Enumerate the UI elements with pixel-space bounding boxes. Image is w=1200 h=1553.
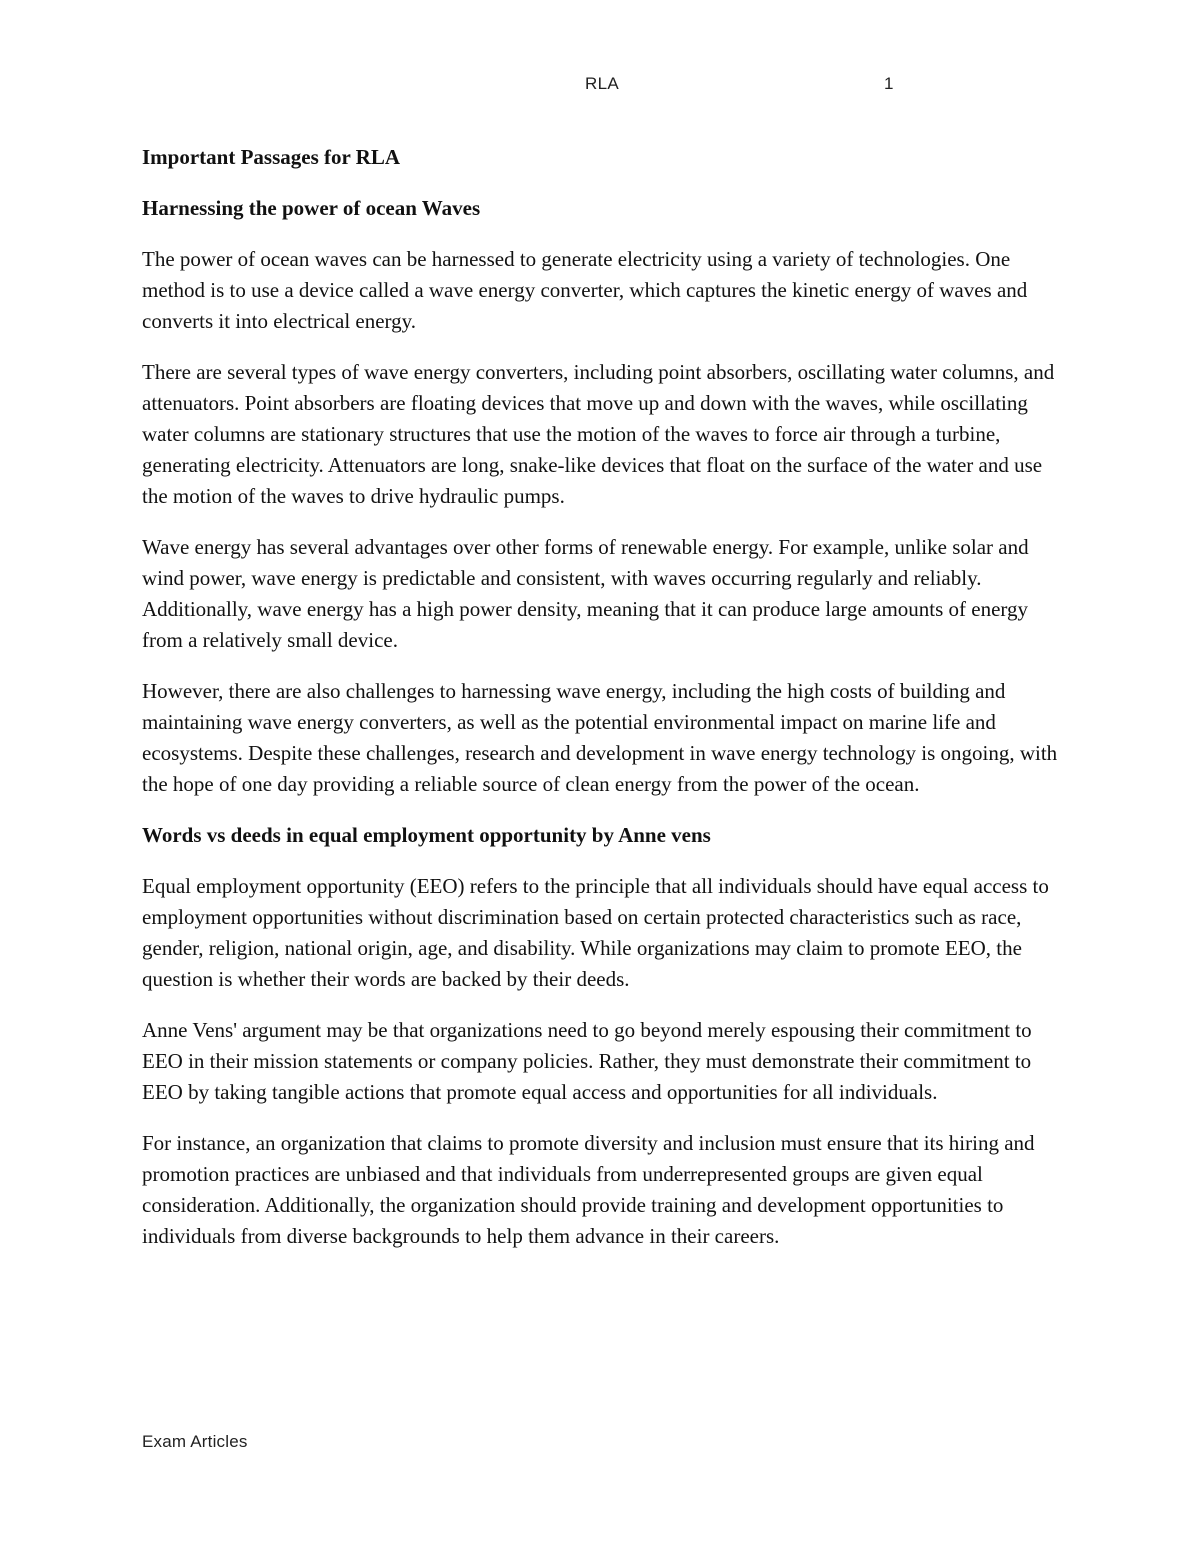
paragraph: Equal employment opportunity (EEO) refers to the principle that all individuals should have equal access to employment opportunities without discrimination based on certain protected characteristics such as race, gender, religion, national origin, age, and disability. While organizations may claim to promote EEO, the question is whether their words are backed by their deeds. [142, 874, 1049, 991]
paragraph: There are several types of wave energy converters, including point absorbers, oscillating water columns, and attenuators. Point absorbers are floating devices that move up and down with the waves, while oscillating water columns are stationary structures that use the motion of the waves to force air through a turbine, generating electricity. Attenuators are long, snake-like devices that float on the surface of the water and use the motion of the waves to drive hydraulic pumps. [142, 360, 1055, 508]
paragraph: However, there are also challenges to harnessing wave energy, including the high costs of building and maintaining wave energy converters, as well as the potential environmental impact on marine life and ecosystems. Despite these challenges, research and development in wave energy technology is ongoing, with the hope of one day providing a reliable source of clean energy from the power of the ocean. [142, 679, 1058, 796]
document-body [142, 142, 1062, 1272]
paragraph: The power of ocean waves can be harnessed to generate electricity using a variety of technologies. One method is to use a device called a wave energy converter, which captures the kinetic energy of waves and converts it into electrical energy. [142, 247, 1028, 333]
page-number: 1 [884, 74, 894, 93]
header-title: RLA [585, 74, 619, 93]
document-title: Important Passages for RLA [142, 145, 401, 169]
section-heading-ocean-waves: Harnessing the power of ocean Waves [142, 196, 481, 220]
section-heading-eeo: Words vs deeds in equal employment opportunity by Anne vens [142, 823, 711, 847]
footer-text: Exam Articles [142, 1432, 248, 1451]
paragraph: Anne Vens' argument may be that organizations need to go beyond merely espousing their commitment to EEO in their mission statements or company policies. Rather, they must demonstrate their commitment to EEO by taking tangible actions that promote equal access and opportunities for all individuals. [142, 1018, 1032, 1104]
paragraph: For instance, an organization that claims to promote diversity and inclusion must ensure that its hiring and promotion practices are unbiased and that individuals from underrepresented groups are given equal consideration. Additionally, the organization should provide training and development opportunities to individuals from diverse backgrounds to help them advance in their careers. [142, 1131, 1035, 1248]
paragraph: Wave energy has several advantages over other forms of renewable energy. For example, unlike solar and wind power, wave energy is predictable and consistent, with waves occurring regularly and reliably. Additionally, wave energy has a high power density, meaning that it can produce large amounts of energy from a relatively small device. [142, 535, 1029, 652]
